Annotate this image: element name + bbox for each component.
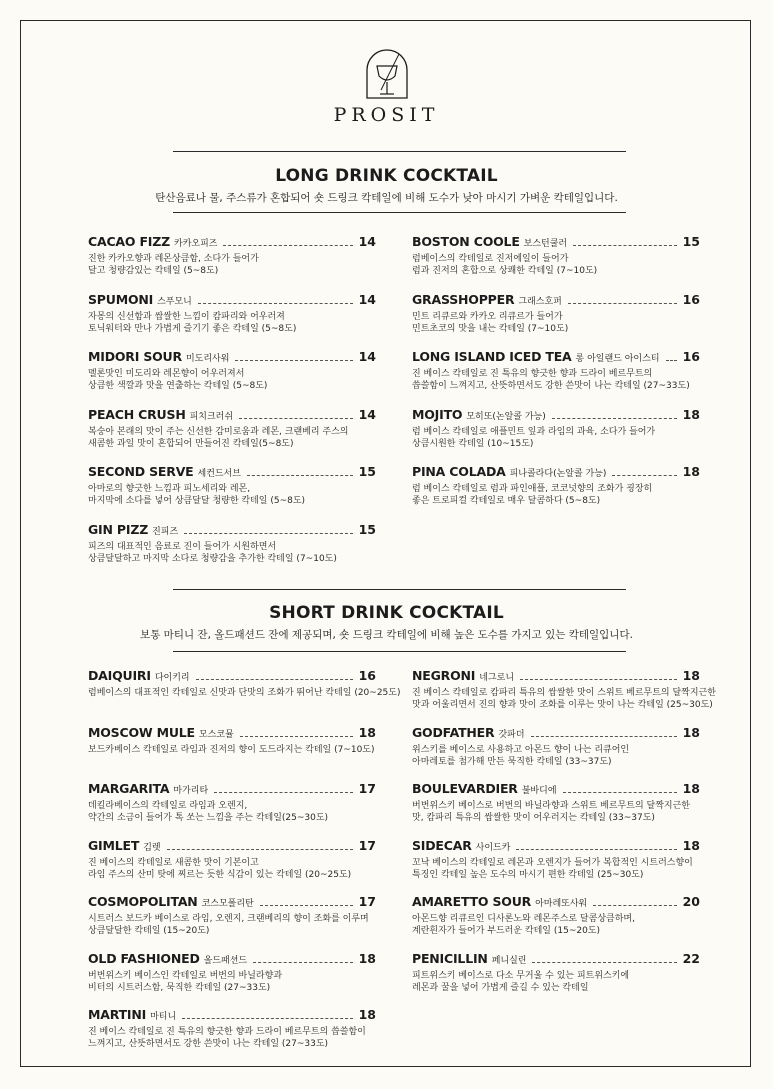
menu-item-description: 럼베이스의 대표적인 칵테일로 신맛과 단맛의 조화가 뛰어난 칵테일 (20~25도) bbox=[88, 688, 401, 698]
menu-item-header bbox=[88, 951, 376, 966]
menu-item bbox=[88, 838, 376, 881]
menu-item-korean-name: 롱 아일랜드 아이스티 bbox=[575, 354, 660, 364]
menu-item-korean-name: 갓파더 bbox=[498, 729, 525, 740]
dotted-leader bbox=[552, 417, 677, 419]
menu-item-description: 진 베이스 칵테일로 진 특유의 향긋한 향과 드라이 베르무트의 bbox=[412, 369, 653, 379]
menu-item-description: 상큼달달한 칵테일 (15~20도) bbox=[88, 926, 210, 936]
menu-item-name: PINA COLADA bbox=[412, 464, 506, 479]
menu-item-description: 씁쓸함이 느껴지고, 산뜻하면서도 강한 쓴맛이 나는 칵테일 (27~33도) bbox=[412, 381, 690, 391]
menu-item-header bbox=[412, 464, 700, 479]
menu-item-description: 버번위스키 베이스인 칵테일로 버번의 바닐라향과 bbox=[88, 970, 283, 981]
menu-item bbox=[412, 234, 700, 277]
menu-item bbox=[412, 781, 700, 824]
menu-item-name: CACAO FIZZ bbox=[88, 234, 170, 249]
menu-item-price: 15 bbox=[682, 234, 700, 249]
dotted-leader bbox=[516, 848, 676, 850]
dotted-leader bbox=[260, 904, 353, 906]
menu-item-korean-name: 코스모폴리탄 bbox=[201, 899, 254, 909]
menu-item bbox=[88, 894, 376, 937]
menu-item-description: 진 베이스의 칵테일로 새콤한 맛이 기본이고 bbox=[88, 857, 259, 868]
dotted-leader bbox=[593, 904, 676, 906]
menu-item-description: 럼 베이스 칵테일로 럼과 파인애플, 코코넛향의 조화가 굉장히 bbox=[412, 484, 653, 494]
menu-item-korean-name: 아마레또사워 bbox=[535, 899, 588, 909]
dotted-leader bbox=[247, 474, 353, 476]
menu-item-price: 18 bbox=[682, 781, 700, 796]
menu-item bbox=[412, 894, 700, 937]
menu-item-price: 17 bbox=[358, 781, 376, 796]
menu-item-name: MIDORI SOUR bbox=[88, 349, 182, 364]
menu-item-description: 진한 카카오향과 레몬상큼함, 소다가 들어가 bbox=[88, 254, 259, 264]
menu-item-header bbox=[88, 234, 376, 249]
long-drink-bottom-rule bbox=[173, 212, 626, 213]
menu-item bbox=[412, 725, 700, 768]
menu-item-name: BOSTON COOLE bbox=[412, 234, 520, 249]
menu-item-name: GIMLET bbox=[88, 837, 140, 853]
menu-item-korean-name: 보스턴쿨러 bbox=[523, 239, 568, 249]
menu-item-header bbox=[88, 781, 376, 796]
menu-item-description: 럼과 진저의 혼합으로 상쾌한 칵테일 (7~10도) bbox=[412, 266, 598, 276]
menu-item-korean-name: 피치크러쉬 bbox=[189, 411, 234, 422]
long-drink-title: LONG DRINK COCKTAIL bbox=[275, 166, 498, 186]
dotted-leader bbox=[253, 961, 352, 963]
menu-item-name: GRASSHOPPER bbox=[412, 291, 515, 307]
dotted-leader bbox=[666, 359, 677, 361]
dotted-leader bbox=[531, 735, 677, 737]
menu-item-header bbox=[412, 894, 700, 909]
menu-item-price: 18 bbox=[682, 724, 700, 740]
menu-item-header bbox=[412, 234, 700, 249]
menu-item bbox=[412, 407, 700, 450]
menu-item-price: 14 bbox=[358, 291, 376, 307]
dotted-leader bbox=[520, 678, 677, 680]
menu-item-header bbox=[412, 668, 700, 683]
dotted-leader bbox=[198, 302, 353, 304]
menu-item-name: SIDECAR bbox=[412, 837, 472, 853]
menu-item-price: 14 bbox=[358, 349, 376, 364]
menu-item-description: 계란흰자가 들어가 부드러운 칵테일 (15~20도) bbox=[412, 926, 601, 936]
menu-item bbox=[412, 668, 716, 711]
menu-item-description: 느껴지고, 산뜻하면서도 강한 쓴맛이 나는 칵테일 (27~33도) bbox=[88, 1039, 329, 1049]
menu-item-korean-name: 불바디에 bbox=[521, 786, 557, 796]
menu-item-price: 17 bbox=[358, 837, 376, 853]
menu-item-name: LONG ISLAND ICED TEA bbox=[412, 349, 572, 364]
menu-item-description: 토닉워터와 만나 가볍게 즐기기 좋은 칵테일 (5~8도) bbox=[88, 323, 297, 334]
menu-item-name: GIN PIZZ bbox=[88, 521, 149, 537]
menu-item bbox=[412, 951, 700, 994]
menu-item-korean-name: 모히또(논알콜 가능) bbox=[466, 411, 546, 422]
menu-item-price: 18 bbox=[358, 1007, 376, 1022]
menu-item-description: 복숭아 본래의 맛이 주는 신선한 감미로움과 레몬, 크랜베리 주스의 bbox=[88, 426, 349, 437]
menu-item-header bbox=[88, 349, 376, 364]
brand-logo bbox=[0, 46, 773, 126]
menu-item-description: 민트초코의 맛을 내는 칵테일 (7~10도) bbox=[412, 323, 569, 334]
menu-item-header bbox=[88, 407, 376, 422]
menu-item-description: 럼 베이스 칵테일로 애플민트 잎과 라임의 과육, 소다가 들어가 bbox=[412, 426, 656, 437]
long-drink-description: 탄산음료나 물, 주스류가 혼합되어 숏 드링크 칵테일에 비해 도수가 낮아 마시기 가벼운 칵테일입니다. bbox=[155, 192, 618, 204]
menu-item-korean-name: 미도리사워 bbox=[185, 354, 230, 364]
menu-item bbox=[88, 234, 376, 277]
menu-item-price: 18 bbox=[358, 950, 376, 966]
dotted-leader bbox=[573, 244, 676, 246]
menu-item-name: PENICILLIN bbox=[412, 950, 488, 966]
menu-item-korean-name: 세컨드서브 bbox=[197, 469, 241, 479]
menu-item-description: 버번위스키 베이스로 버번의 바닐라향과 스위트 베르무트의 달짝지근한 bbox=[412, 801, 690, 811]
menu-item-description: 진 베이스 칵테일로 캄파리 특유의 쌉쌀한 맛이 스위트 베르무트의 달짝지근한 bbox=[412, 688, 716, 698]
menu-item-price: 20 bbox=[682, 894, 700, 909]
menu-item-description: 아마레토를 첨가해 만든 묵직한 칵테일 (33~37도) bbox=[412, 756, 612, 767]
menu-item-description: 특징인 칵테일 높은 도수의 마시기 편한 칵테일 (25~30도) bbox=[412, 869, 644, 880]
menu-item-price: 18 bbox=[682, 406, 700, 422]
dotted-leader bbox=[563, 791, 677, 793]
menu-item-price: 15 bbox=[358, 521, 376, 537]
menu-item-korean-name: 마티니 bbox=[150, 1012, 177, 1022]
menu-item-header bbox=[412, 349, 700, 364]
menu-item-description: 피트위스키 베이스로 다소 무거울 수 있는 피트위스키에 bbox=[412, 970, 630, 981]
menu-item-description: 달고 청량감있는 칵테일 (5~8도) bbox=[88, 266, 219, 276]
menu-item-description: 상큼달달하고 마지막 소다로 청량감을 추가한 칵테일 (7~10도) bbox=[88, 553, 337, 564]
dotted-leader bbox=[196, 678, 353, 680]
menu-item-price: 18 bbox=[682, 837, 700, 853]
glass-arch-logo-icon bbox=[359, 46, 415, 100]
menu-item-header bbox=[88, 522, 376, 537]
menu-item-name: SPUMONI bbox=[88, 291, 154, 307]
menu-item-korean-name: 올드패션드 bbox=[203, 955, 248, 966]
menu-item-description: 럼베이스의 칵테일로 진저에일이 들어가 bbox=[412, 254, 569, 264]
dotted-leader bbox=[235, 359, 352, 361]
menu-item-price: 14 bbox=[358, 406, 376, 422]
dotted-leader bbox=[167, 848, 353, 850]
menu-item-header bbox=[412, 725, 700, 740]
menu-item-name: AMARETTO SOUR bbox=[412, 894, 532, 909]
menu-item bbox=[88, 951, 376, 994]
menu-item-description: 새콤한 과일 맛이 혼합되어 만들어진 칵테일(5~8도) bbox=[88, 438, 294, 449]
dotted-leader bbox=[240, 735, 353, 737]
dotted-leader bbox=[612, 474, 676, 476]
menu-item-name: DAIQUIRI bbox=[88, 668, 151, 683]
menu-item-korean-name: 네그로니 bbox=[479, 673, 515, 683]
menu-item bbox=[412, 464, 700, 507]
menu-item-header bbox=[412, 292, 700, 307]
dotted-leader bbox=[182, 1017, 352, 1019]
menu-item-korean-name: 다이키리 bbox=[154, 673, 190, 683]
menu-item-description: 마지막에 소다를 넣어 상큼달달 청량한 칵테일 (5~8도) bbox=[88, 496, 306, 506]
menu-item-description: 좋은 트로피컬 칵테일로 매우 달콤하다 (5~8도) bbox=[412, 496, 601, 506]
menu-item-price: 18 bbox=[682, 668, 700, 683]
menu-item-name: MOSCOW MULE bbox=[88, 724, 195, 740]
menu-item-description: 약간의 소금이 들어가 톡 쏘는 느낌을 주는 칵테일(25~30도) bbox=[88, 813, 329, 823]
menu-item-name: PEACH CRUSH bbox=[88, 406, 186, 422]
menu-item-description: 위스키를 베이스로 사용하고 아몬드 향이 나는 리큐어인 bbox=[412, 744, 630, 755]
brand-name: PROSIT bbox=[333, 104, 440, 126]
menu-item-header bbox=[88, 838, 376, 853]
menu-item-korean-name: 페니실린 bbox=[491, 955, 527, 966]
menu-item-name: GODFATHER bbox=[412, 724, 495, 740]
menu-item-name: MARTINI bbox=[88, 1007, 147, 1022]
dotted-leader bbox=[239, 417, 353, 419]
menu-item-description: 보드카베이스 칵테일로 라임과 진저의 향이 도드라지는 칵테일 (7~10도) bbox=[88, 744, 375, 755]
short-drink-top-rule bbox=[173, 589, 626, 590]
menu-item-header bbox=[412, 838, 700, 853]
menu-item-korean-name: 마가리타 bbox=[173, 786, 209, 796]
menu-item-description: 시트러스 보드카 베이스로 라임, 오렌지, 크랜베리의 향이 조화를 이루며 bbox=[88, 914, 369, 924]
menu-item bbox=[88, 781, 376, 824]
menu-item-name: BOULEVARDIER bbox=[412, 781, 518, 796]
menu-item bbox=[88, 725, 376, 756]
menu-item-price: 15 bbox=[358, 464, 376, 479]
menu-item-description: 상큼한 색깔과 맛을 연출하는 칵테일 (5~8도) bbox=[88, 381, 268, 391]
menu-item-name: MARGARITA bbox=[88, 781, 170, 796]
menu-item-description: 레몬과 꿀을 넣어 가볍게 즐길 수 있는 칵테일 bbox=[412, 982, 589, 993]
menu-item-price: 17 bbox=[358, 894, 376, 909]
menu-item-price: 14 bbox=[358, 234, 376, 249]
menu-item bbox=[88, 407, 376, 450]
menu-item-name: OLD FASHIONED bbox=[88, 950, 200, 966]
menu-item-description: 아마로의 향긋한 느낌과 피노세리와 레몬, bbox=[88, 484, 251, 494]
menu-item-price: 16 bbox=[358, 668, 376, 683]
menu-item-description: 민트 리큐르와 카카오 리큐르가 들어가 bbox=[412, 311, 563, 322]
menu-item-header bbox=[88, 894, 376, 909]
menu-item-price: 22 bbox=[682, 950, 700, 966]
menu-item-description: 멜론맛인 미도리와 레몬향이 어우러져서 bbox=[88, 369, 245, 379]
menu-item-description: 피즈의 대표적인 음료로 진이 들어가 시원하면서 bbox=[88, 541, 277, 552]
menu-item-description: 자몽의 신선함과 쌉쌀한 느낌이 캄파리와 어우러져 bbox=[88, 311, 285, 322]
menu-item bbox=[88, 522, 376, 565]
menu-item-korean-name: 사이드카 bbox=[475, 842, 511, 853]
menu-item-korean-name: 스푸모니 bbox=[157, 296, 192, 307]
dotted-leader bbox=[568, 302, 677, 304]
dotted-leader bbox=[532, 961, 676, 963]
menu-item-description: 맛, 캄파리 특유의 쌉쌀한 맛이 어우러지는 칵테일 (33~37도) bbox=[412, 813, 655, 823]
short-drink-description: 보통 마티니 잔, 올드패션드 잔에 제공되며, 숏 드링크 칵테일에 비해 높은 도수를 가지고 있는 칵테일입니다. bbox=[140, 629, 633, 641]
menu-item-price: 16 bbox=[682, 291, 700, 307]
menu-item bbox=[88, 464, 376, 507]
menu-item-description: 라임 주스의 산미 탓에 찌르는 듯한 식감이 있는 칵테일 (20~25도) bbox=[88, 869, 352, 880]
menu-item-description: 아몬드향 리큐르인 디사론노와 레몬주스로 달콤상큼하며, bbox=[412, 914, 635, 924]
menu-item-description: 맛과 어울리면서 진의 향과 맛이 조화를 이루는 맛이 나는 칵테일 (25~30도) bbox=[412, 700, 713, 710]
menu-item bbox=[88, 1007, 376, 1050]
menu-item bbox=[412, 838, 700, 881]
menu-item-name: MOJITO bbox=[412, 406, 463, 422]
menu-item bbox=[88, 349, 376, 392]
menu-item-name: NEGRONI bbox=[412, 668, 476, 683]
menu-item-price: 18 bbox=[358, 724, 376, 740]
menu-item-price: 18 bbox=[682, 464, 700, 479]
menu-item-header bbox=[88, 1007, 376, 1022]
menu-item-header bbox=[88, 668, 376, 683]
menu-item-name: COSMOPOLITAN bbox=[88, 894, 198, 909]
menu-item-korean-name: 피나콜라다(논알콜 가능) bbox=[509, 469, 607, 479]
menu-item-korean-name: 김렛 bbox=[143, 842, 161, 853]
short-drink-title: SHORT DRINK COCKTAIL bbox=[269, 603, 504, 623]
menu-item-header bbox=[412, 781, 700, 796]
menu-item-price: 16 bbox=[682, 349, 700, 364]
dotted-leader bbox=[223, 244, 352, 246]
menu-item-korean-name: 그래스호퍼 bbox=[518, 296, 562, 307]
dotted-leader bbox=[214, 791, 352, 793]
menu-item-description: 비터의 시트러스함, 묵직한 칵테일 (27~33도) bbox=[88, 982, 271, 993]
menu-item-header bbox=[88, 725, 376, 740]
menu-item-header bbox=[412, 407, 700, 422]
short-drink-bottom-rule bbox=[173, 651, 626, 652]
menu-item-description: 꼬낙 베이스의 칵테일로 레몬과 오렌지가 들어가 복합적인 시트러스향이 bbox=[412, 857, 693, 868]
menu-item bbox=[412, 349, 700, 392]
menu-item-header bbox=[88, 464, 376, 479]
dotted-leader bbox=[184, 532, 352, 534]
menu-item-description: 상큼시원한 칵테일 (10~15도) bbox=[412, 438, 534, 449]
menu-item bbox=[88, 668, 401, 699]
menu-item bbox=[88, 292, 376, 335]
menu-item-korean-name: 카카오피즈 bbox=[174, 239, 218, 249]
menu-item-header bbox=[88, 292, 376, 307]
menu-item-header bbox=[412, 951, 700, 966]
menu-item-description: 데킬라베이스의 칵테일로 라임과 오렌지, bbox=[88, 801, 248, 811]
menu-item-name: SECOND SERVE bbox=[88, 464, 194, 479]
menu-item-korean-name: 모스코뮬 bbox=[198, 729, 234, 740]
menu-item-description: 진 베이스 칵테일로 진 특유의 향긋한 향과 드라이 베르무트의 씁쓸함이 bbox=[88, 1027, 366, 1037]
menu-item-korean-name: 진피즈 bbox=[152, 526, 179, 537]
long-drink-top-rule bbox=[173, 151, 626, 152]
menu-item bbox=[412, 292, 700, 335]
